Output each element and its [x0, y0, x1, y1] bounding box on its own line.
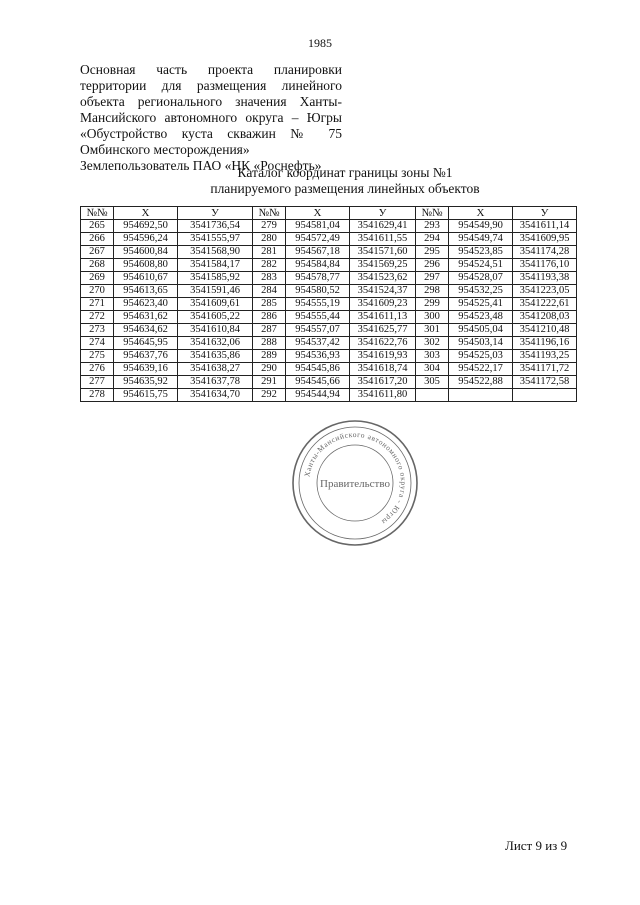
catalog-title [140, 165, 550, 197]
stamp-ring-text: Ханты-Мансийского автономного округа - Югры [302, 429, 409, 527]
table-cell: 954532,25 [449, 285, 513, 298]
table-cell: 289 [253, 350, 286, 363]
table-cell: 294 [416, 233, 449, 246]
table-row [81, 337, 577, 350]
table-row [81, 285, 577, 298]
table-cell: 954615,75 [114, 389, 178, 402]
table-cell: 303 [416, 350, 449, 363]
description-line: Основная часть проекта планировки [80, 62, 342, 77]
table-cell: 954524,51 [449, 259, 513, 272]
table-cell: 954584,84 [286, 259, 350, 272]
table-cell: 272 [81, 311, 114, 324]
table-cell: 283 [253, 272, 286, 285]
table-cell: 275 [81, 350, 114, 363]
table-row [81, 350, 577, 363]
coordinates-table [80, 206, 577, 402]
table-cell: 270 [81, 285, 114, 298]
table-cell: 274 [81, 337, 114, 350]
column-header: У [513, 207, 577, 220]
sheet-number: Лист 9 из 9 [505, 838, 568, 853]
table-cell: 3541609,23 [350, 298, 416, 311]
table-cell: 3541736,54 [178, 220, 253, 233]
table-cell: 279 [253, 220, 286, 233]
official-stamp [290, 418, 420, 548]
table-cell: 954528,07 [449, 272, 513, 285]
table-row [81, 324, 577, 337]
column-header: X [286, 207, 350, 220]
table-cell: 954635,92 [114, 376, 178, 389]
table-cell: 3541172,58 [513, 376, 577, 389]
column-header: №№ [416, 207, 449, 220]
table-cell: 3541609,61 [178, 298, 253, 311]
table-cell: 3541193,25 [513, 350, 577, 363]
table-cell: 3541174,28 [513, 246, 577, 259]
table-cell: 954549,90 [449, 220, 513, 233]
column-header: У [178, 207, 253, 220]
table-cell: 302 [416, 337, 449, 350]
table-cell: 954525,41 [449, 298, 513, 311]
table-cell [513, 389, 577, 402]
table-cell: 954623,40 [114, 298, 178, 311]
table-cell: 3541555,97 [178, 233, 253, 246]
table-row [81, 298, 577, 311]
table-cell: 286 [253, 311, 286, 324]
table-cell: 954692,50 [114, 220, 178, 233]
table-cell: 954537,42 [286, 337, 350, 350]
description-line: территории для размещения линейного [80, 78, 342, 93]
table-cell: 269 [81, 272, 114, 285]
table-cell: 285 [253, 298, 286, 311]
table-cell: 281 [253, 246, 286, 259]
table-cell: 954555,44 [286, 311, 350, 324]
table-cell: 954637,76 [114, 350, 178, 363]
table-header-row [81, 207, 577, 220]
table-cell: 297 [416, 272, 449, 285]
land-user: Землепользователь ПАО «НК «Роснефть» [80, 158, 322, 173]
table-cell: 304 [416, 363, 449, 376]
table-cell: 305 [416, 376, 449, 389]
table-row [81, 272, 577, 285]
table-cell: 271 [81, 298, 114, 311]
table-cell: 954610,67 [114, 272, 178, 285]
table-cell: 278 [81, 389, 114, 402]
table-cell: 3541193,38 [513, 272, 577, 285]
table-cell: 295 [416, 246, 449, 259]
table-cell: 273 [81, 324, 114, 337]
table-row [81, 363, 577, 376]
table-cell: 290 [253, 363, 286, 376]
table-cell [449, 389, 513, 402]
table-cell: 3541632,06 [178, 337, 253, 350]
table-row [81, 259, 577, 272]
table-cell: 3541637,78 [178, 376, 253, 389]
table-cell: 291 [253, 376, 286, 389]
table-cell: 277 [81, 376, 114, 389]
table-cell: 954536,93 [286, 350, 350, 363]
table-cell: 954557,07 [286, 324, 350, 337]
table-cell: 954596,24 [114, 233, 178, 246]
table-cell: 954580,52 [286, 285, 350, 298]
table-cell: 3541584,17 [178, 259, 253, 272]
table-cell: 3541605,22 [178, 311, 253, 324]
catalog-title-line: планируемого размещения линейных объектов [210, 181, 480, 196]
table-cell: 299 [416, 298, 449, 311]
table-cell: 954523,85 [449, 246, 513, 259]
table-row [81, 233, 577, 246]
column-header: X [114, 207, 178, 220]
table-cell: 3541629,41 [350, 220, 416, 233]
table-cell: 954522,88 [449, 376, 513, 389]
table-cell: 954522,17 [449, 363, 513, 376]
table-cell: 3541569,25 [350, 259, 416, 272]
table-cell: 954639,16 [114, 363, 178, 376]
table-cell: 3541223,05 [513, 285, 577, 298]
table-cell: 3541591,46 [178, 285, 253, 298]
table-row [81, 220, 577, 233]
table-cell: 3541625,77 [350, 324, 416, 337]
table-cell: 954555,19 [286, 298, 350, 311]
table-cell: 3541171,72 [513, 363, 577, 376]
table-cell: 954608,80 [114, 259, 178, 272]
table-cell: 954505,04 [449, 324, 513, 337]
description-line: Мансийского автономного округа – Югры [80, 110, 342, 125]
column-header: №№ [253, 207, 286, 220]
table-row [81, 246, 577, 259]
table-cell: 3541638,27 [178, 363, 253, 376]
table-cell: 296 [416, 259, 449, 272]
table-cell: 954613,65 [114, 285, 178, 298]
table-cell: 280 [253, 233, 286, 246]
table-cell: 954631,62 [114, 311, 178, 324]
table-row [81, 389, 577, 402]
table-cell: 3541571,60 [350, 246, 416, 259]
table-cell: 3541622,76 [350, 337, 416, 350]
stamp-center-text: Правительство [320, 478, 390, 490]
table-cell: 954525,03 [449, 350, 513, 363]
table-cell: 3541568,90 [178, 246, 253, 259]
table-cell: 3541619,93 [350, 350, 416, 363]
table-cell: 298 [416, 285, 449, 298]
table-cell: 954634,62 [114, 324, 178, 337]
table-cell: 3541611,55 [350, 233, 416, 246]
table-cell: 265 [81, 220, 114, 233]
table-cell [416, 389, 449, 402]
table-cell: 266 [81, 233, 114, 246]
table-row [81, 311, 577, 324]
table-cell: 954503,14 [449, 337, 513, 350]
table-cell: 268 [81, 259, 114, 272]
catalog-title-line: Каталог координат границы зоны №1 [237, 165, 453, 180]
table-cell: 292 [253, 389, 286, 402]
table-cell: 954523,48 [449, 311, 513, 324]
table-cell: 3541610,84 [178, 324, 253, 337]
table-cell: 954545,86 [286, 363, 350, 376]
table-cell: 954545,66 [286, 376, 350, 389]
table-cell: 954600,84 [114, 246, 178, 259]
table-cell: 3541176,10 [513, 259, 577, 272]
table-cell: 3541611,13 [350, 311, 416, 324]
table-cell: 3541208,03 [513, 311, 577, 324]
table-cell: 954645,95 [114, 337, 178, 350]
table-cell: 3541524,37 [350, 285, 416, 298]
table-cell: 3541611,14 [513, 220, 577, 233]
document-header [80, 62, 342, 174]
table-cell: 267 [81, 246, 114, 259]
table-cell: 954581,04 [286, 220, 350, 233]
table-cell: 3541585,92 [178, 272, 253, 285]
table-cell: 954544,94 [286, 389, 350, 402]
table-cell: 954549,74 [449, 233, 513, 246]
table-cell: 3541222,61 [513, 298, 577, 311]
table-cell: 954572,49 [286, 233, 350, 246]
table-row [81, 376, 577, 389]
table-cell: 3541635,86 [178, 350, 253, 363]
table-cell: 3541196,16 [513, 337, 577, 350]
description-line: «Обустройство куста скважин № 75 [80, 126, 342, 141]
table-cell: 3541611,80 [350, 389, 416, 402]
table-cell: 282 [253, 259, 286, 272]
table-cell: 301 [416, 324, 449, 337]
table-body [81, 220, 577, 402]
page-number: 1985 [308, 36, 332, 50]
column-header: X [449, 207, 513, 220]
table-cell: 276 [81, 363, 114, 376]
table-cell: 3541618,74 [350, 363, 416, 376]
table-cell: 300 [416, 311, 449, 324]
description-line: Омбинского месторождения» [80, 142, 250, 157]
column-header: №№ [81, 207, 114, 220]
table-cell: 954567,18 [286, 246, 350, 259]
table-cell: 954578,77 [286, 272, 350, 285]
table-cell: 3541609,95 [513, 233, 577, 246]
table-cell: 3541523,62 [350, 272, 416, 285]
table-cell: 3541617,20 [350, 376, 416, 389]
description-line: объекта регионального значения Ханты- [80, 94, 342, 109]
table-cell: 284 [253, 285, 286, 298]
table-cell: 3541210,48 [513, 324, 577, 337]
table-cell: 3541634,70 [178, 389, 253, 402]
table-cell: 287 [253, 324, 286, 337]
table-cell: 288 [253, 337, 286, 350]
column-header: У [350, 207, 416, 220]
table-cell: 293 [416, 220, 449, 233]
